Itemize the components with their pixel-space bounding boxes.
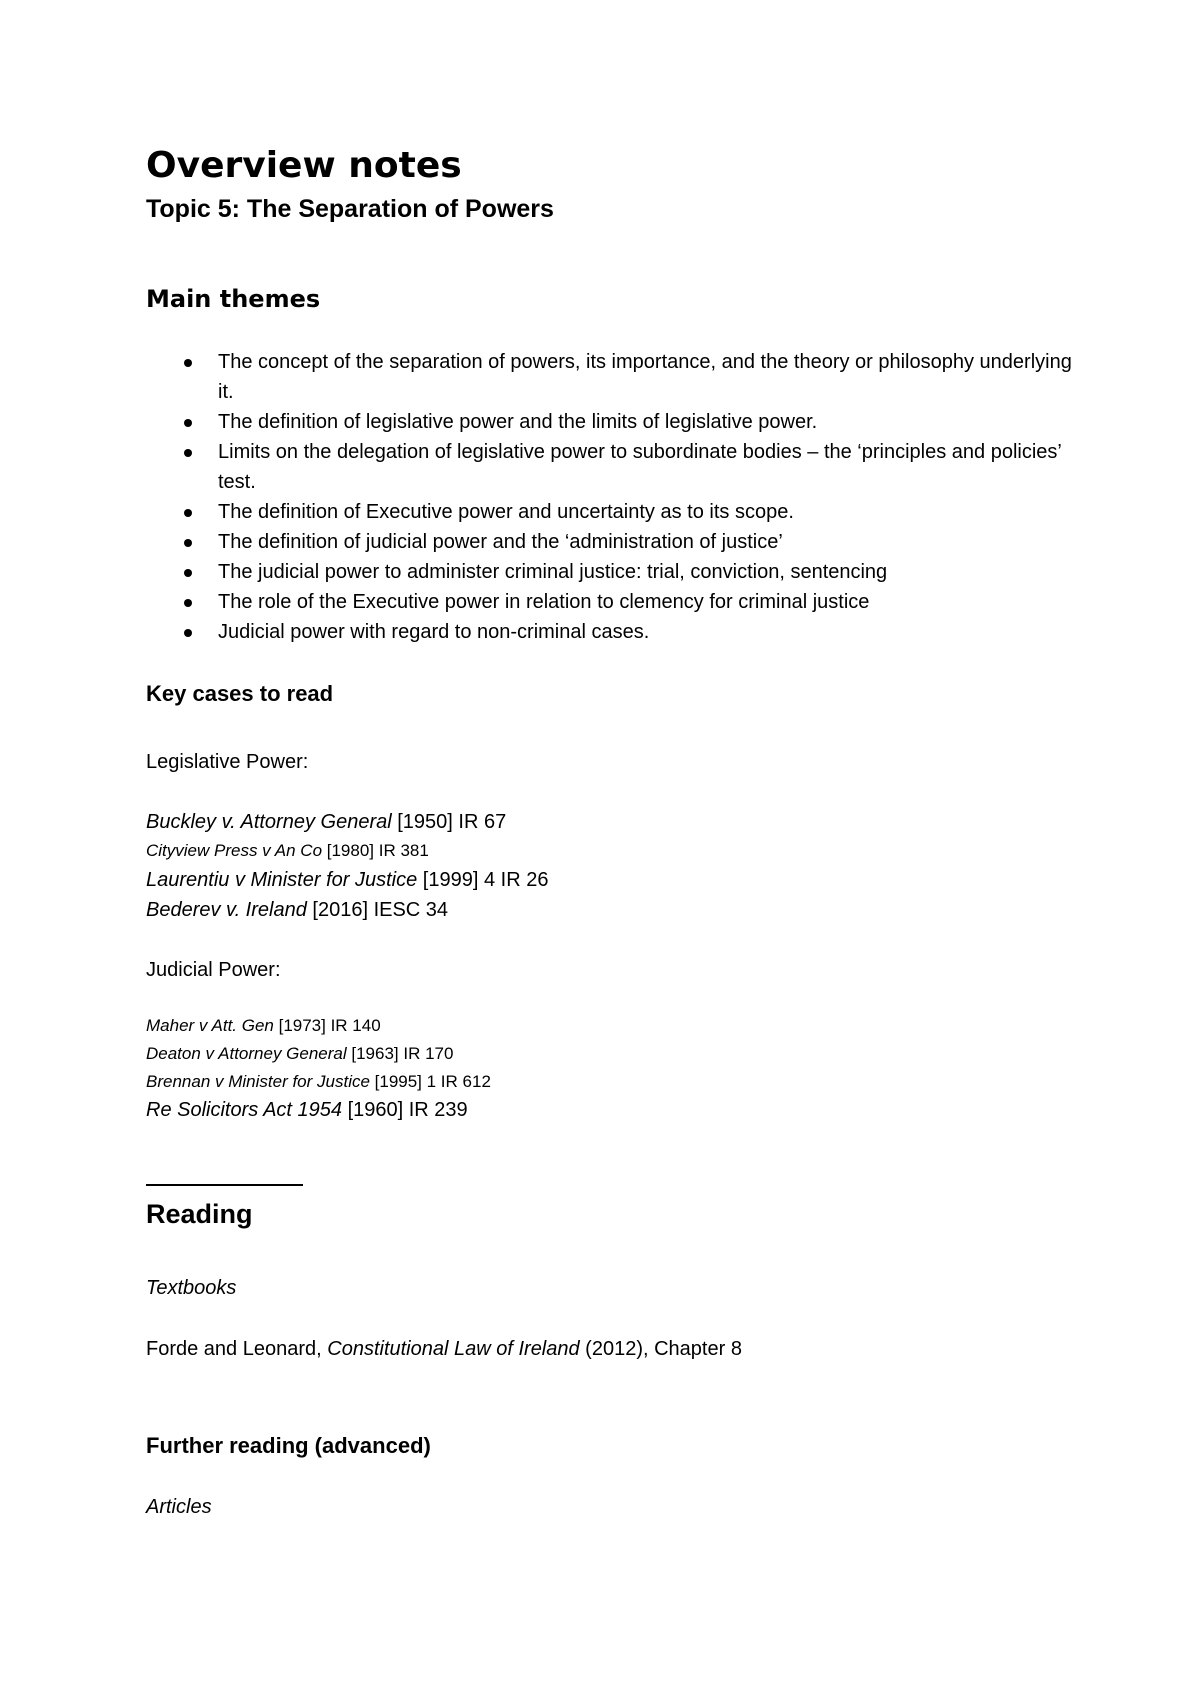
case-name: Maher v Att. Gen	[146, 1016, 274, 1035]
articles-label: Articles	[146, 1496, 212, 1518]
case-entry	[146, 1096, 468, 1124]
section-divider	[146, 1184, 303, 1186]
list-item: The role of the Executive power in relation to clemency for criminal justice	[146, 587, 1086, 617]
document-title: Overview notes	[146, 145, 462, 186]
document-subtitle: Topic 5: The Separation of Powers	[146, 195, 554, 223]
list-item: Judicial power with regard to non-criminal cases.	[146, 617, 1086, 647]
case-citation: [1960] IR 239	[342, 1099, 468, 1121]
list-item: The definition of judicial power and the ‘administration of justice’	[146, 527, 1086, 557]
case-citation: [1999] 4 IR 26	[417, 869, 549, 891]
list-item: The definition of Executive power and uncertainty as to its scope.	[146, 497, 1086, 527]
case-name: Laurentiu v Minister for Justice	[146, 869, 418, 891]
main-themes-heading: Main themes	[146, 285, 321, 313]
case-citation: [2016] IESC 34	[306, 899, 449, 921]
list-item: The concept of the separation of powers, its importance, and the theory or philosophy underlying it.	[146, 347, 1086, 407]
case-entry	[146, 1014, 381, 1038]
case-entry	[146, 1042, 453, 1066]
case-name: Buckley v. Attorney General	[146, 811, 392, 833]
main-themes-list	[146, 347, 1086, 647]
case-name: Cityview Press v An Co	[146, 841, 323, 860]
case-entry	[146, 808, 506, 836]
case-entry	[146, 839, 429, 863]
case-citation: [1973] IR 140	[273, 1016, 381, 1035]
case-entry	[146, 896, 448, 924]
case-entry	[146, 866, 548, 894]
case-entry	[146, 1070, 491, 1094]
judicial-power-label: Judicial Power:	[146, 959, 281, 981]
textbook-reference	[146, 1335, 742, 1363]
case-citation: [1980] IR 381	[322, 841, 429, 860]
key-cases-heading: Key cases to read	[146, 681, 334, 706]
case-citation: [1950] IR 67	[391, 811, 507, 833]
textbooks-label: Textbooks	[146, 1277, 237, 1299]
case-name: Bederev v. Ireland	[146, 899, 307, 921]
case-name: Deaton v Attorney General	[146, 1044, 347, 1063]
case-name: Brennan v Minister for Justice	[146, 1072, 370, 1091]
textbook-title: Constitutional Law of Ireland	[327, 1338, 580, 1360]
further-reading-heading: Further reading (advanced)	[146, 1433, 431, 1458]
case-name: Re Solicitors Act 1954	[146, 1099, 343, 1121]
list-item: Limits on the delegation of legislative power to subordinate bodies – the ‘principles and policies’ test.	[146, 437, 1086, 497]
reading-heading: Reading	[146, 1199, 253, 1229]
list-item: The judicial power to administer criminal justice: trial, conviction, sentencing	[146, 557, 1086, 587]
textbook-authors: Forde and Leonard,	[146, 1338, 328, 1360]
legislative-power-label: Legislative Power:	[146, 751, 309, 773]
textbook-details: (2012), Chapter 8	[579, 1338, 742, 1360]
case-citation: [1995] 1 IR 612	[369, 1072, 491, 1091]
case-citation: [1963] IR 170	[346, 1044, 454, 1063]
list-item: The definition of legislative power and the limits of legislative power.	[146, 407, 1086, 437]
